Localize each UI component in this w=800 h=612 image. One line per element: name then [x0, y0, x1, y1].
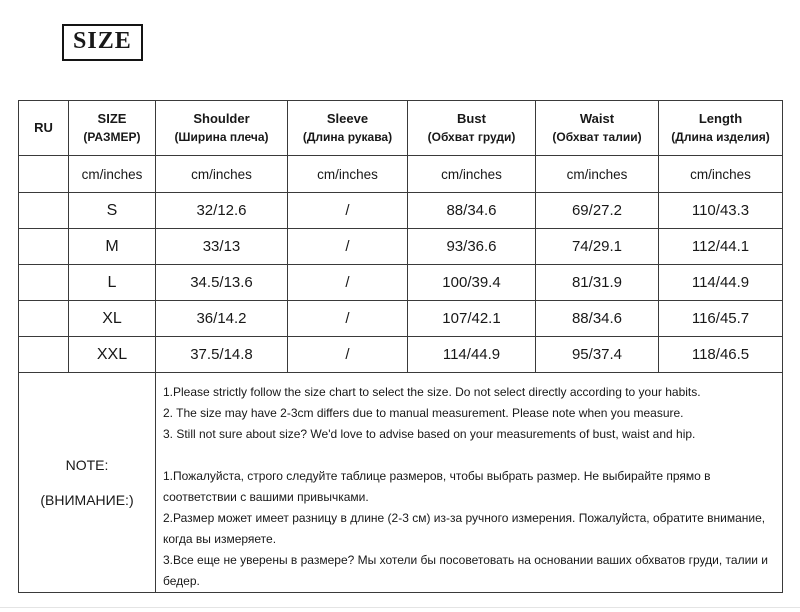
header-cell-bust: [408, 101, 536, 156]
note-row: [19, 373, 783, 593]
unit-row: [19, 156, 783, 193]
bust-cell: 88/34.6: [408, 193, 536, 229]
length-cell: 118/46.5: [659, 337, 783, 373]
bottom-divider: [0, 607, 800, 608]
ru-empty-cell: [19, 337, 69, 373]
size-chart-table: [18, 100, 783, 593]
bust-cell: 93/36.6: [408, 229, 536, 265]
ru-empty-cell: [19, 301, 69, 337]
header-label-size: SIZE: [97, 110, 127, 126]
note-label-ru: (ВНИМАНИЕ:): [40, 491, 134, 508]
header-cell-sleeve: [288, 101, 408, 156]
unit-cell-size: cm/inches: [69, 156, 156, 193]
ru-empty-cell: [19, 265, 69, 301]
length-cell: 110/43.3: [659, 193, 783, 229]
note-line: 1.Please strictly follow the size chart to select the size. Do not select directly according to your habits.: [163, 385, 701, 399]
unit-cell-shoulder: cm/inches: [156, 156, 288, 193]
bust-cell: 107/42.1: [408, 301, 536, 337]
unit-cell-length: cm/inches: [659, 156, 783, 193]
table-row-xxl: [19, 337, 783, 373]
ru-empty-cell: [19, 229, 69, 265]
unit-cell-sleeve: cm/inches: [288, 156, 408, 193]
header-sublabel-shoulder: (Ширина плеча): [174, 130, 269, 145]
shoulder-cell: 32/12.6: [156, 193, 288, 229]
size-cell: L: [69, 265, 156, 301]
shoulder-cell: 36/14.2: [156, 301, 288, 337]
header-sublabel-bust: (Обхват груди): [427, 130, 516, 145]
unit-cell-bust: cm/inches: [408, 156, 536, 193]
header-label-sleeve: Sleeve: [326, 110, 369, 126]
shoulder-cell: 37.5/14.8: [156, 337, 288, 373]
length-cell: 112/44.1: [659, 229, 783, 265]
note-label-cell: [19, 373, 156, 593]
header-label-bust: Bust: [457, 110, 486, 126]
note-spacer: [163, 445, 777, 466]
header-sublabel-waist: (Обхват талии): [552, 130, 642, 145]
length-cell: 114/44.9: [659, 265, 783, 301]
header-cell-length: [659, 101, 783, 156]
shoulder-cell: 34.5/13.6: [156, 265, 288, 301]
header-cell-waist: [536, 101, 659, 156]
size-logo: SIZE: [62, 24, 143, 61]
header-label-length: Length: [698, 110, 743, 126]
size-cell: XXL: [69, 337, 156, 373]
sleeve-cell: /: [288, 337, 408, 373]
size-cell: XL: [69, 301, 156, 337]
note-line: 3. Still not sure about size? We'd love to advise based on your measurements of bust, waist and hip.: [163, 427, 696, 441]
bust-cell: 114/44.9: [408, 337, 536, 373]
header-label-ru: RU: [34, 119, 53, 135]
notes-cell: [156, 373, 783, 593]
waist-cell: 74/29.1: [536, 229, 659, 265]
note-line: 2. The size may have 2-3cm differs due to manual measurement. Please note when you measure.: [163, 406, 684, 420]
note-line: 1.Пожалуйста, строго следуйте таблице размеров, чтобы выбрать размер. Не выбирайте прямо в соответствии с вашими привычками.: [163, 469, 711, 504]
size-cell: M: [69, 229, 156, 265]
waist-cell: 88/34.6: [536, 301, 659, 337]
table-row-l: [19, 265, 783, 301]
waist-cell: 69/27.2: [536, 193, 659, 229]
note-line: 3.Все еще не уверены в размере? Мы хотели бы посоветовать на основании ваших обхватов груди, талии и бедер.: [163, 553, 769, 588]
length-cell: 116/45.7: [659, 301, 783, 337]
header-sublabel-sleeve: (Длина рукава): [302, 130, 393, 145]
header-label-waist: Waist: [579, 110, 615, 126]
bust-cell: 100/39.4: [408, 265, 536, 301]
note-label-en: NOTE:: [65, 457, 109, 474]
sleeve-cell: /: [288, 301, 408, 337]
header-cell-shoulder: [156, 101, 288, 156]
header-sublabel-size: (РАЗМЕР): [83, 130, 141, 145]
waist-cell: 95/37.4: [536, 337, 659, 373]
table-row-xl: [19, 301, 783, 337]
header-cell-size: [69, 101, 156, 156]
ru-empty-cell: [19, 156, 69, 193]
waist-cell: 81/31.9: [536, 265, 659, 301]
sleeve-cell: /: [288, 229, 408, 265]
shoulder-cell: 33/13: [156, 229, 288, 265]
sleeve-cell: /: [288, 265, 408, 301]
table-row-m: [19, 229, 783, 265]
sleeve-cell: /: [288, 193, 408, 229]
header-label-shoulder: Shoulder: [193, 110, 250, 126]
note-line: 2.Размер может имеет разницу в длине (2-3 см) из-за ручного измерения. Пожалуйста, обратите внимание, когда вы измеряете.: [163, 511, 766, 546]
unit-cell-waist: cm/inches: [536, 156, 659, 193]
table-row-s: [19, 193, 783, 229]
ru-empty-cell: [19, 193, 69, 229]
size-cell: S: [69, 193, 156, 229]
header-row: [19, 101, 783, 156]
header-cell-ru: [19, 101, 69, 156]
header-sublabel-length: (Длина изделия): [671, 130, 770, 145]
